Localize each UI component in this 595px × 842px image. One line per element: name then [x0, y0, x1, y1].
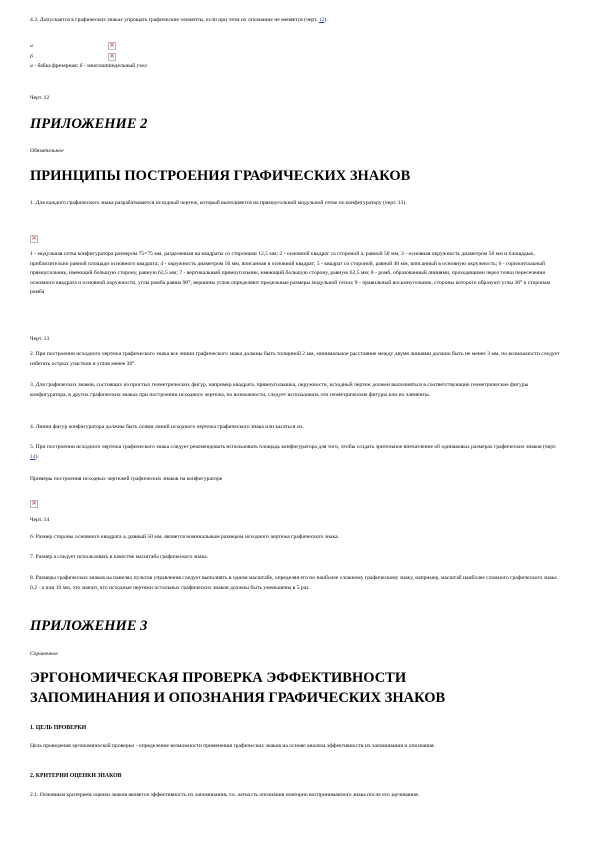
section-2-text: 2.1. Основным критерием оценки знаков является эффективность их запоминания, т.е. легкость опознания повторно воспринимаемого знака после его заучивания.	[30, 792, 420, 798]
caption-letter-b: б	[79, 63, 83, 69]
paragraph-7: 7. Размер а следует использовать в качестве масштаба графического знака.	[30, 554, 208, 560]
figure-13-legend: 1 - модульная сетка конфигуратора размером 75×75 мм, разделенная на квадраты со сторонами 12,5 мм; 2 - основной квадрат со стороной а, равной 50 мм; 3 - основная окружность диаметром 50 мм и площадью, приблизительно равной площади основного квадрата; 4 - окружность диаметром 50 мм, вписанная в основной квадрат; 5 - квадрат со стороной, равной 40 мм, вписанный в основную окружность; 6 - горизонтальный прямоугольник, имеющий большую сторону, равную 62,5 мм; 7 - вертикальный прямоугольник, имеющий большую сторону, равную 62,5 мм; 8 - ромб, образованный линиями, проходящими через точки пересечения основного квадрата и основной окружности, углы ромба равны 90°, вершины углов определяют предельные размеры модульной сетки; 9 - правильный восьмиугольник, стороны которого образуют углы 30° к сторонам ромба	[30, 251, 551, 296]
appendix-3-status: Справочное	[30, 651, 58, 657]
paragraph-5	[30, 443, 565, 462]
section-1-heading: 1. ЦЕЛЬ ПРОВЕРКИ	[30, 725, 87, 731]
section-1-text: Цель проведения эргономической проверки - определение возможности применения графических знаков на основе анализа эффективности их запоминания и опознания.	[30, 743, 436, 749]
figure-label-b: б	[30, 53, 33, 60]
chart-label-13: Черт. 13	[30, 336, 50, 342]
paragraph-8: 8. Размеры графических знаков на панелях пультов управления следует выполнять в одном масштабе, определяя его по наиболее сложному графическому знаку, например, масштаб наиболее сложного графического знака 0,2 · а или 10 мм, это значит, что исходные чертежи остальных графических знаков должны быть уменьшены в 5 раз.	[30, 575, 557, 591]
figure-12-caption	[30, 62, 565, 70]
paragraph-end: ).	[35, 453, 39, 460]
paragraph-4: 4. Линии фигур конфигуратора должны быть осями линий исходного чертежа графического знака или касаться их.	[30, 424, 305, 430]
broken-image-icon	[30, 500, 38, 508]
paragraph-1: 1. Для каждого графического знака разрабатывается исходный чертеж, который выполняется на прямоугольной модульной сетке по конфигуратору (черт. 13).	[30, 200, 407, 206]
link-fig-12[interactable]: 12	[318, 17, 325, 23]
broken-image-icon	[30, 235, 38, 243]
figure-12	[30, 40, 565, 70]
paragraph-2: 2. При построении исходного чертежа графического знака все линии графического знака должны быть толщиной 2 мм, минимальное расстояние между двумя линиями должно быть не менее 3 мм, по возможности следует избегать острых участков и углов менее 30°.	[30, 351, 560, 367]
examples-caption: Примеры построения исходных чертежей графических знаков на конфигураторе	[30, 476, 223, 482]
paragraph-end: ).	[324, 17, 328, 23]
paragraph-text: 4.3. Допускается в графических знаках упрощать графические элементы, если при этом их опознание не меняется (черт.	[30, 17, 319, 23]
appendix-2-status: Обязательное	[30, 148, 64, 154]
paragraph-6: 6. Размер стороны основного квадрата а, равный 50 мм, является номинальным размером исходного чертежа графического знака.	[30, 534, 340, 540]
heading-line-2: ЗАПОМИНАНИЯ И ОПОЗНАНИЯ ГРАФИЧЕСКИХ ЗНАКОВ	[30, 690, 446, 706]
appendix-2-heading: ПРИНЦИПЫ ПОСТРОЕНИЯ ГРАФИЧЕСКИХ ЗНАКОВ	[30, 168, 411, 184]
broken-image-icon	[108, 53, 116, 61]
paragraph-text: 5. При построении исходного чертежа графического знака следует рекомендовать использовать площадь конфигуратора для того, чтобы создать зрительное впечатление об одинаковых размерах графических знаков (черт.	[30, 444, 557, 450]
paragraph-3: 3. Для графических знаков, состоящих из простых геометрических фигур, например квадрата, прямоугольника, окружности, исходный чертеж должен выполняться в соответствующие геометрические фигуры конфигуратора, в других графических знаках при построении исходного чертежа, по возможности, следует использовать эти геометрические фигуры или их элементы.	[30, 382, 529, 398]
caption-text-b: - многошпиндельный узел	[82, 63, 147, 69]
appendix-2-title: ПРИЛОЖЕНИЕ 2	[30, 116, 148, 132]
figure-label-a: а	[30, 42, 33, 49]
paragraph-4-3	[30, 16, 565, 26]
chart-label-14: Черт. 14	[30, 517, 50, 523]
appendix-3-heading	[30, 668, 565, 708]
appendix-3-title: ПРИЛОЖЕНИЕ 3	[30, 618, 148, 634]
link-fig-14[interactable]: 14	[30, 453, 36, 460]
chart-label-12: Черт. 12	[30, 95, 50, 101]
section-2-heading: 2. КРИТЕРИИ ОЦЕНКИ ЗНАКОВ	[30, 773, 122, 779]
caption-text-a: - бабка фрезерная;	[32, 63, 80, 69]
broken-image-icon	[108, 42, 116, 50]
heading-line-1: ЭРГОНОМИЧЕСКАЯ ПРОВЕРКА ЭФФЕКТИВНОСТИ	[30, 670, 407, 686]
caption-letter-a: а	[30, 63, 33, 69]
